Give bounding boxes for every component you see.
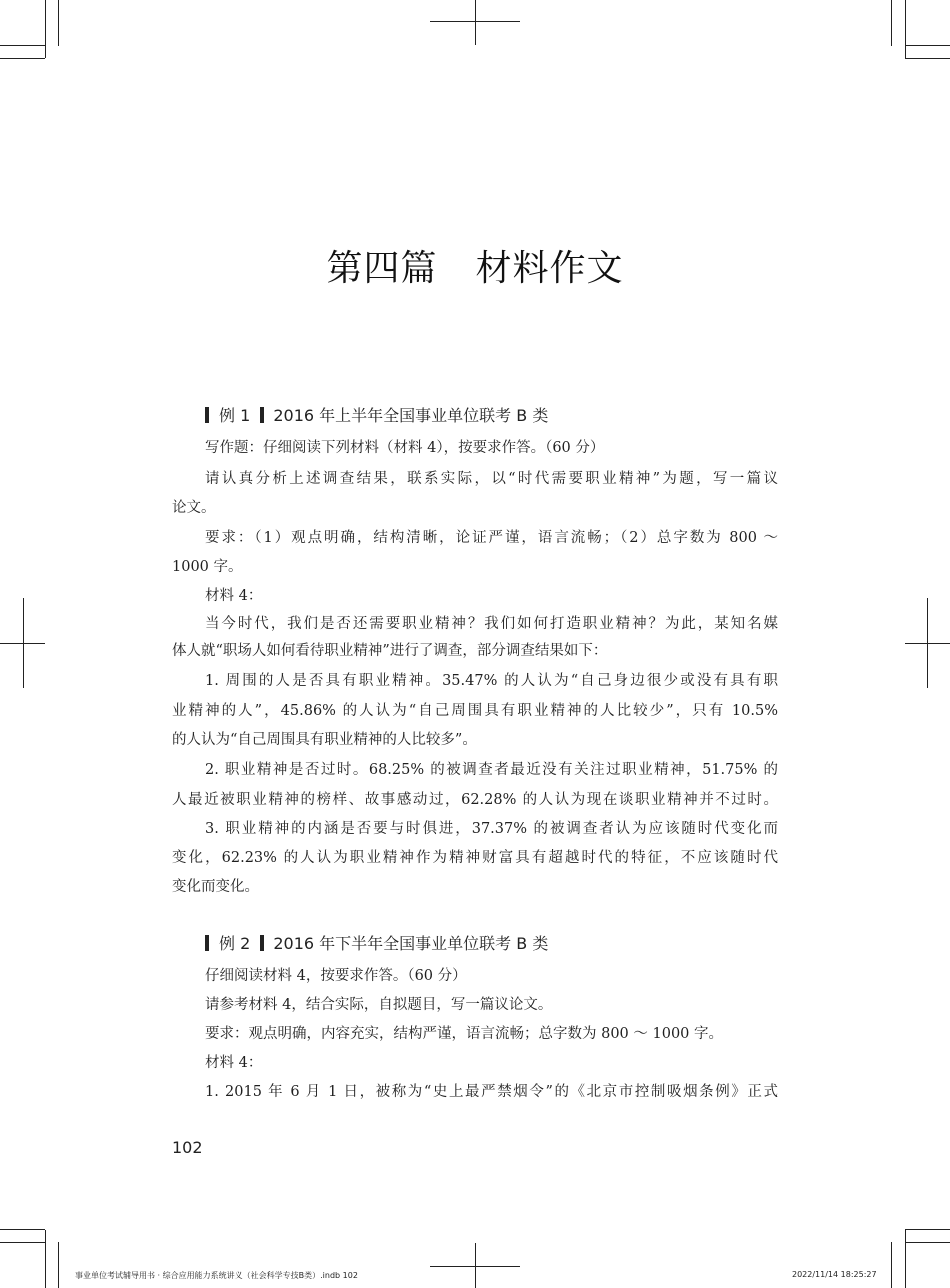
text-line: 1. 2015 年 6 月 1 日，被称为“史上最严禁烟令”的《北京市控制吸烟条例》正式	[205, 1084, 778, 1100]
text-line: 材料 4：	[205, 1055, 263, 1071]
text-line: 1. 周围的人是否具有职业精神。35.47% 的人认为“自己身边很少或没有具有职	[205, 673, 778, 689]
text-line: 仔细阅读材料 4，按要求作答。（60 分）	[205, 968, 467, 984]
text-line: 2. 职业精神是否过时。68.25% 的被调查者最近没有关注过职业精神，51.75% 的	[205, 762, 778, 778]
crop-mark	[475, 1243, 476, 1288]
crop-mark	[905, 45, 950, 46]
part-name: 材料作文	[475, 248, 624, 289]
example-source: 2016 年上半年全国事业单位联考 B 类	[273, 406, 549, 425]
text-line: 写作题：仔细阅读下列材料（材料 4），按要求作答。（60 分）	[205, 440, 605, 456]
crop-mark	[0, 58, 45, 59]
example-1-heading	[205, 403, 548, 426]
crop-mark	[891, 0, 892, 46]
text-line: 体人就“职场人如何看待职业精神”进行了调查，部分调查结果如下：	[172, 643, 608, 659]
crop-mark	[58, 0, 59, 46]
text-line: 的人认为“自己周围具有职业精神的人比较多”。	[172, 732, 477, 748]
text-line: 变化，62.23% 的人认为职业精神作为精神财富具有超越时代的特征，不应该随时代	[172, 850, 778, 866]
text-line: 论文。	[172, 500, 216, 516]
text-line: 变化而变化。	[172, 879, 259, 895]
text-line: 请参考材料 4，结合实际，自拟题目，写一篇议论文。	[205, 997, 553, 1013]
text-line: 要求：观点明确，内容充实，结构严谨，语言流畅；总字数为 800 ～ 1000 字。	[205, 1026, 724, 1042]
crop-mark	[927, 598, 928, 688]
text-line: 材料 4：	[205, 588, 263, 604]
crop-mark	[905, 58, 950, 59]
crop-mark	[905, 1242, 950, 1243]
crop-mark	[58, 1242, 59, 1288]
text-line: 人最近被职业精神的榜样、故事感动过，62.28% 的人认为现在谈职业精神并不过时。	[172, 792, 778, 808]
example-label: 例 1	[219, 406, 251, 425]
crop-mark	[23, 598, 24, 688]
text-line: 3. 职业精神的内涵是否要与时俱进，37.37% 的被调查者认为应该随时代变化而	[205, 821, 778, 837]
example-2-heading	[205, 931, 548, 954]
heading-bar	[205, 935, 209, 951]
text-line: 请认真分析上述调查结果，联系实际，以“时代需要职业精神”为题，写一篇议	[205, 471, 778, 487]
footer-timestamp: 2022/11/14 18:25:27	[792, 1270, 877, 1279]
heading-bar	[205, 407, 209, 423]
page-title	[0, 240, 950, 291]
heading-bar	[260, 407, 264, 423]
text-line: 1000 字。	[172, 559, 243, 575]
text-line: 当今时代，我们是否还需要职业精神？我们如何打造职业精神？为此，某知名媒	[205, 616, 778, 632]
text-line: 业精神的人”，45.86% 的人认为“自己周围具有职业精神的人比较少”，只有 10.5%	[172, 703, 778, 719]
crop-mark	[45, 0, 46, 58]
crop-mark	[905, 1229, 950, 1230]
example-source: 2016 年下半年全国事业单位联考 B 类	[273, 934, 549, 953]
crop-mark	[905, 1230, 906, 1288]
crop-mark	[0, 1229, 45, 1230]
heading-bar	[260, 935, 264, 951]
crop-mark	[905, 0, 906, 58]
crop-mark	[45, 1230, 46, 1288]
footer-file-info: 事业单位考试辅导用书 · 综合应用能力系统讲义（社会科学专技B类）.indb 102	[75, 1271, 358, 1280]
example-label: 例 2	[219, 934, 251, 953]
text-line: 要求：（1）观点明确，结构清晰，论证严谨，语言流畅；（2）总字数为 800 ～	[205, 530, 778, 546]
page-number: 102	[172, 1138, 203, 1157]
crop-mark	[475, 0, 476, 45]
crop-mark	[891, 1242, 892, 1288]
crop-mark	[0, 1242, 45, 1243]
crop-mark	[0, 45, 45, 46]
part-label: 第四篇	[326, 248, 438, 289]
